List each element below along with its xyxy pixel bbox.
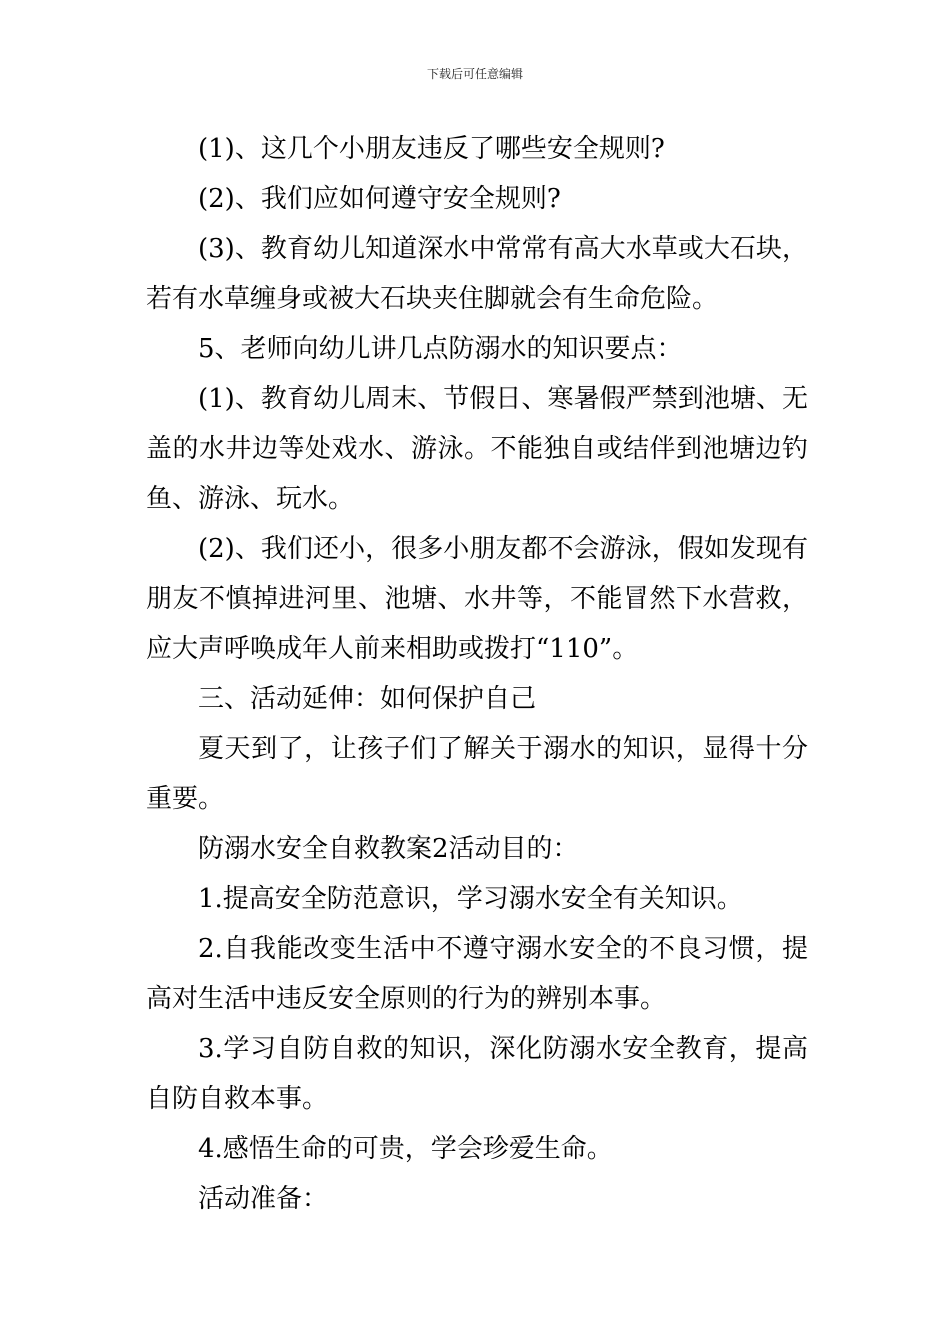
paragraph-knowledge-2: (2)、我们还小，很多小朋友都不会游泳，假如发现有朋友不慎掉进河里、池塘、水井等，不能冒然下水营救，应大声呼唤成年人前来相助或拨打“110”。 xyxy=(146,534,808,664)
paragraph-goal-1: 1.提高安全防范意识，学习溺水安全有关知识。 xyxy=(198,884,743,914)
paragraph-question-3: (3)、教育幼儿知道深水中常常有高大水草或大石块，若有水草缠身或被大石块夹住脚就会有生命危险。 xyxy=(146,234,808,314)
page-header-note: 下载后可任意编辑 xyxy=(426,67,523,81)
paragraph-extension-heading: 三、活动延伸：如何保护自己 xyxy=(198,684,537,714)
paragraph-plan2-goal-heading: 防溺水安全自救教案2活动目的： xyxy=(198,834,579,864)
document-body xyxy=(146,124,808,1224)
paragraph-goal-4: 4.感悟生命的可贵，学会珍爱生命。 xyxy=(198,1134,613,1164)
paragraph-goal-3: 3.学习自防自救的知识，深化防溺水安全教育，提高自防自救本事。 xyxy=(146,1034,808,1114)
paragraph-preparation-heading: 活动准备： xyxy=(198,1184,329,1214)
paragraph-question-1: (1)、这几个小朋友违反了哪些安全规则? xyxy=(198,134,665,164)
paragraph-question-2: (2)、我们应如何遵守安全规则? xyxy=(198,184,561,214)
paragraph-goal-2: 2.自我能改变生活中不遵守溺水安全的不良习惯，提高对生活中违反安全原则的行为的辨别本事。 xyxy=(146,934,808,1014)
paragraph-extension-text: 夏天到了，让孩子们了解关于溺水的知识，显得十分重要。 xyxy=(146,734,808,814)
paragraph-knowledge-heading: 5、老师向幼儿讲几点防溺水的知识要点： xyxy=(198,334,683,364)
paragraph-knowledge-1: (1)、教育幼儿周末、节假日、寒暑假严禁到池塘、无盖的水井边等处戏水、游泳。不能独自或结伴到池塘边钓鱼、游泳、玩水。 xyxy=(146,384,808,514)
